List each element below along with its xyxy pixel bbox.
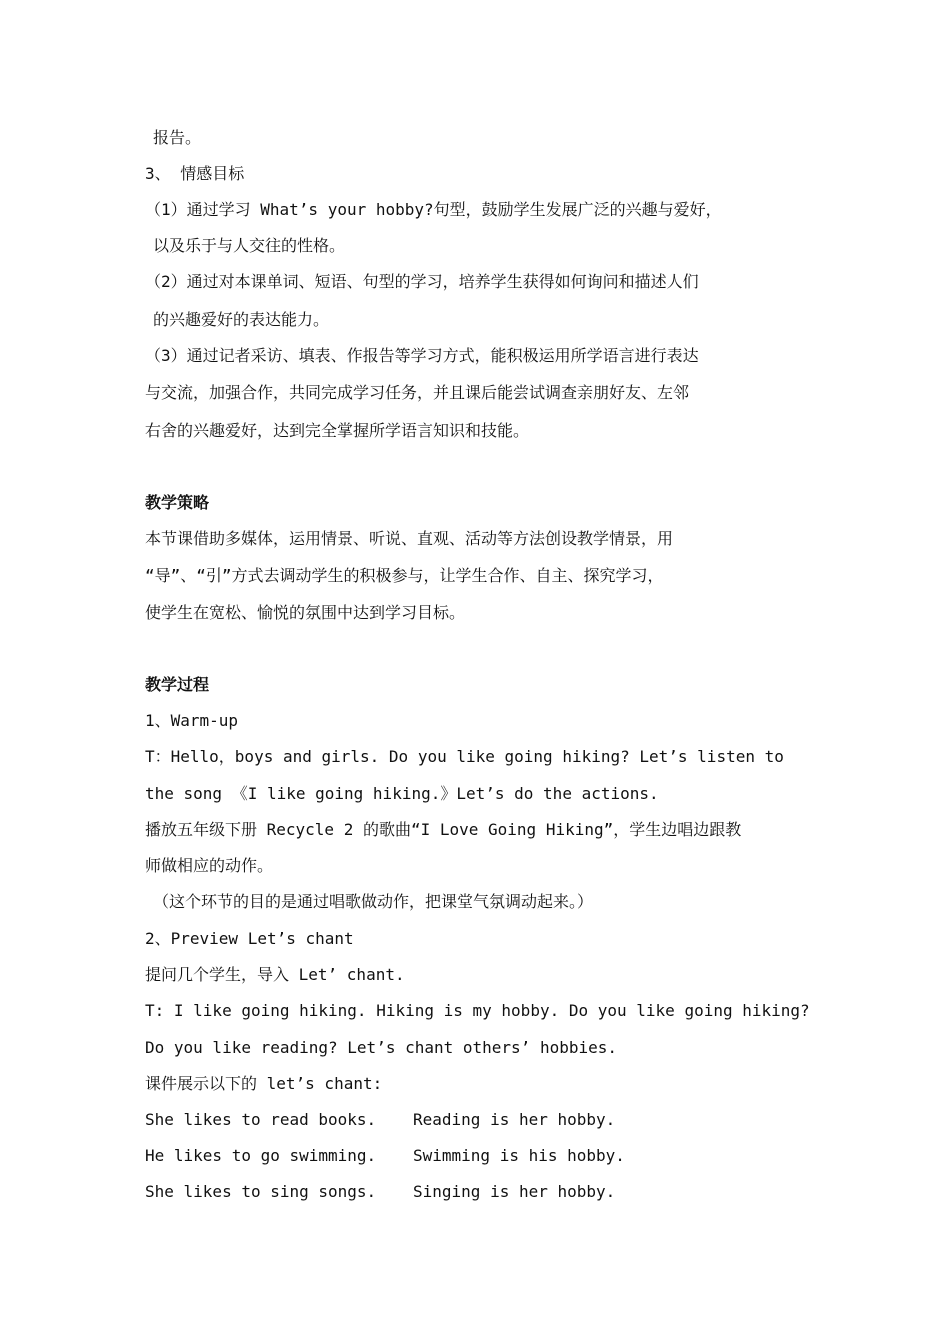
chant-row-left: She likes to sing songs. xyxy=(145,1182,377,1201)
objective-item1-line2: 以及乐于与人交往的性格。 xyxy=(153,236,346,255)
step1-chinese-line2: 师做相应的动作。 xyxy=(145,856,274,875)
step1-title: 1、Warm-up xyxy=(145,711,239,730)
objective-item3-line2: 与交流，加强合作，共同完成学习任务，并且课后能尝试调查亲朋好友、左邻 xyxy=(145,383,690,402)
chant-row-right: Swimming is his hobby. xyxy=(413,1146,625,1165)
chant-row-right: Reading is her hobby. xyxy=(413,1110,616,1129)
chant-row xyxy=(145,1182,810,1202)
objective-item2-line1: （2）通过对本课单词、短语、句型的学习，培养学生获得如何询问和描述人们 xyxy=(145,272,699,291)
step1-teacher-line1: T：Hello，boys and girls. Do you like going hiking? Let’s listen to xyxy=(145,747,784,766)
strategy-heading: 教学策略 xyxy=(145,493,210,512)
step2-title: 2、Preview Let’s chant xyxy=(145,929,354,948)
step2-teacher-line1: T: I like going hiking. Hiking is my hobby. Do you like going hiking? xyxy=(145,1001,810,1020)
step2-chinese: 提问几个学生，导入 Let’ chant. xyxy=(145,965,405,984)
report-tail-text: 报告。 xyxy=(153,128,202,147)
emotion-objective-title: 3、 情感目标 xyxy=(145,164,245,183)
strategy-line3: 使学生在宽松、愉悦的氛围中达到学习目标。 xyxy=(145,603,466,622)
step2-show-text: 课件展示以下的 let’s chant: xyxy=(145,1074,383,1093)
strategy-line1: 本节课借助多媒体，运用情景、听说、直观、活动等方法创设教学情景，用 xyxy=(145,529,674,548)
chant-row-left: He likes to go swimming. xyxy=(145,1146,377,1165)
step1-note: （这个环节的目的是通过唱歌做动作，把课堂气氛调动起来。） xyxy=(153,892,594,911)
step1-chinese-line1: 播放五年级下册 Recycle 2 的歌曲“I Love Going Hiking”，学生边唱边跟教 xyxy=(145,820,742,839)
objective-item3-line3: 右舍的兴趣爱好，达到完全掌握所学语言知识和技能。 xyxy=(145,421,530,440)
chant-row xyxy=(145,1146,810,1166)
objective-item1-line1: （1）通过学习 What’s your hobby?句型，鼓励学生发展广泛的兴趣与爱好， xyxy=(145,200,722,219)
strategy-line2: “导”、“引”方式去调动学生的积极参与，让学生合作、自主、探究学习， xyxy=(145,566,664,585)
objective-item2-line2: 的兴趣爱好的表达能力。 xyxy=(153,310,330,329)
step1-teacher-line2: the song 《I like going hiking.》Let’s do the actions. xyxy=(145,784,659,803)
chant-row-left: She likes to read books. xyxy=(145,1110,377,1129)
chant-row-right: Singing is her hobby. xyxy=(413,1182,616,1201)
chant-row xyxy=(145,1110,810,1130)
objective-item3-line1: （3）通过记者采访、填表、作报告等学习方式，能积极运用所学语言进行表达 xyxy=(145,346,699,365)
step2-teacher-line2: Do you like reading? Let’s chant others’ hobbies. xyxy=(145,1038,618,1057)
process-heading: 教学过程 xyxy=(145,675,210,694)
